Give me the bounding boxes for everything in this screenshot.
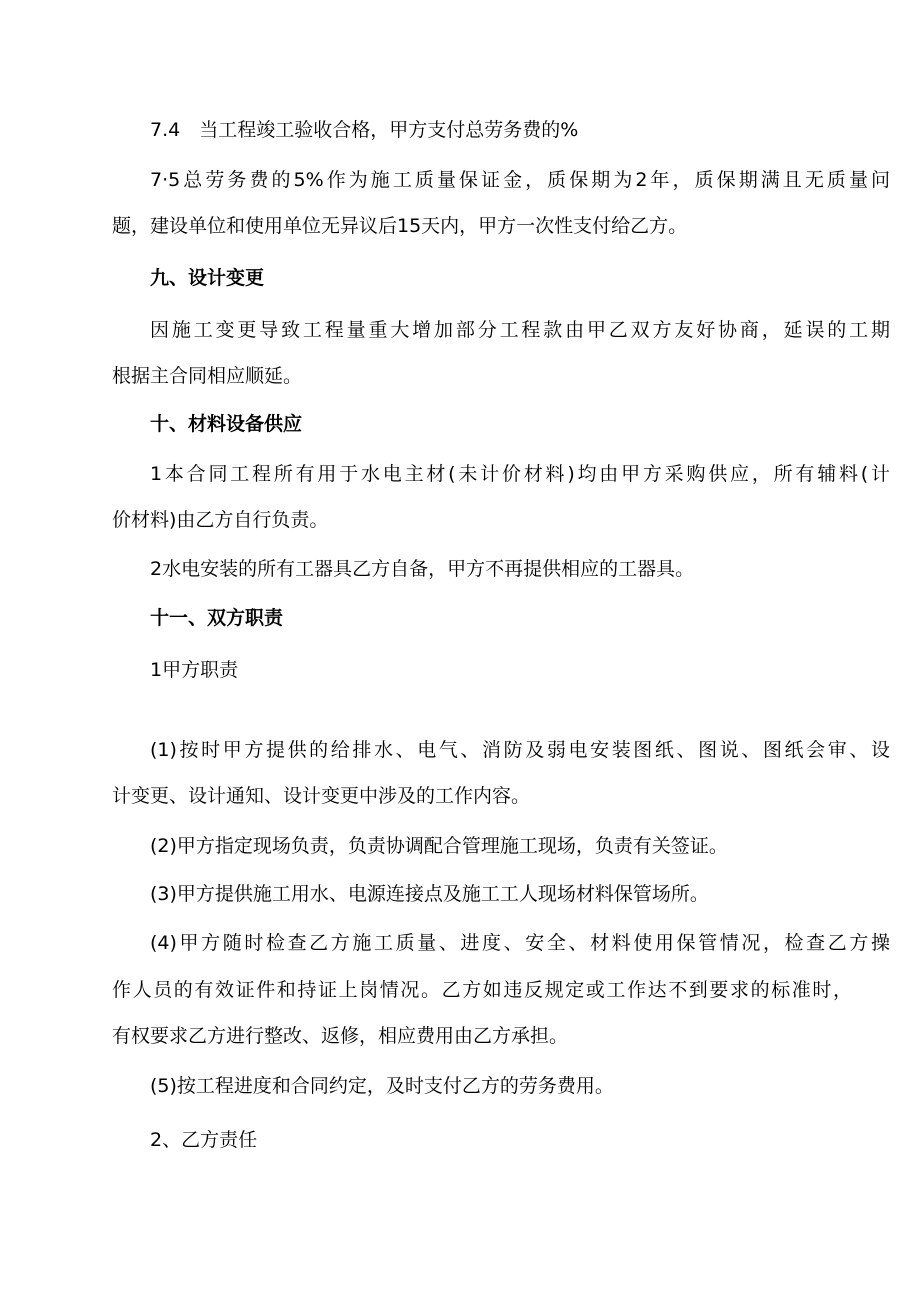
section-heading-10: 十、材料设备供应: [150, 413, 303, 435]
party-a-duty-4-line-2: 作人员的有效证件和持证上岗情况。乙方如违反规定或工作达不到要求的标准时，: [112, 979, 852, 1001]
clause-7-5-line-1: 7·5总劳务费的5%作为施工质量保证金，质保期为2年，质保期满且无质量问: [150, 169, 890, 191]
party-a-duties-heading: 1甲方职责: [150, 659, 239, 681]
party-a-duty-1-line-1: (1)按时甲方提供的给排水、电气、消防及弱电安装图纸、图说、图纸会审、设: [150, 739, 890, 761]
party-a-duty-4-line-1: (4)甲方随时检查乙方施工质量、进度、安全、材料使用保管情况，检查乙方操: [150, 932, 890, 954]
section-10-item-1-line-2: 价材料)由乙方自行负责。: [112, 509, 329, 531]
clause-7-4: 7.4 当工程竣工验收合格，甲方支付总劳务费的%: [150, 119, 579, 141]
party-a-duty-5: (5)按工程进度和合同约定，及时支付乙方的劳务费用。: [150, 1075, 614, 1097]
section-heading-11: 十一、双方职责: [150, 607, 284, 629]
party-a-duty-3: (3)甲方提供施工用水、电源连接点及施工工人现场材料保管场所。: [150, 883, 709, 905]
section-heading-9: 九、设计变更: [150, 267, 265, 289]
section-9-para-line-1: 因施工变更导致工程量重大增加部分工程款由甲乙双方友好协商，延误的工期: [150, 319, 890, 341]
party-b-duties-heading: 2、乙方责任: [150, 1129, 258, 1151]
clause-7-5-line-2: 题，建设单位和使用单位无异议后15天内，甲方一次性支付给乙方。: [112, 215, 688, 237]
party-a-duty-2: (2)甲方指定现场负责，负责协调配合管理施工现场，负责有关签证。: [150, 835, 728, 857]
party-a-duty-1-line-2: 计变更、设计通知、设计变更中涉及的工作内容。: [112, 785, 531, 807]
section-10-item-1-line-1: 1本合同工程所有用于水电主材(未计价材料)均由甲方采购供应，所有辅料(计: [150, 463, 890, 485]
party-a-duty-4-line-3: 有权要求乙方进行整改、返修，相应费用由乙方承担。: [112, 1025, 569, 1047]
section-9-para-line-2: 根据主合同相应顺延。: [112, 365, 303, 387]
section-10-item-2: 2水电安装的所有工器具乙方自备，甲方不再提供相应的工器具。: [150, 558, 695, 580]
